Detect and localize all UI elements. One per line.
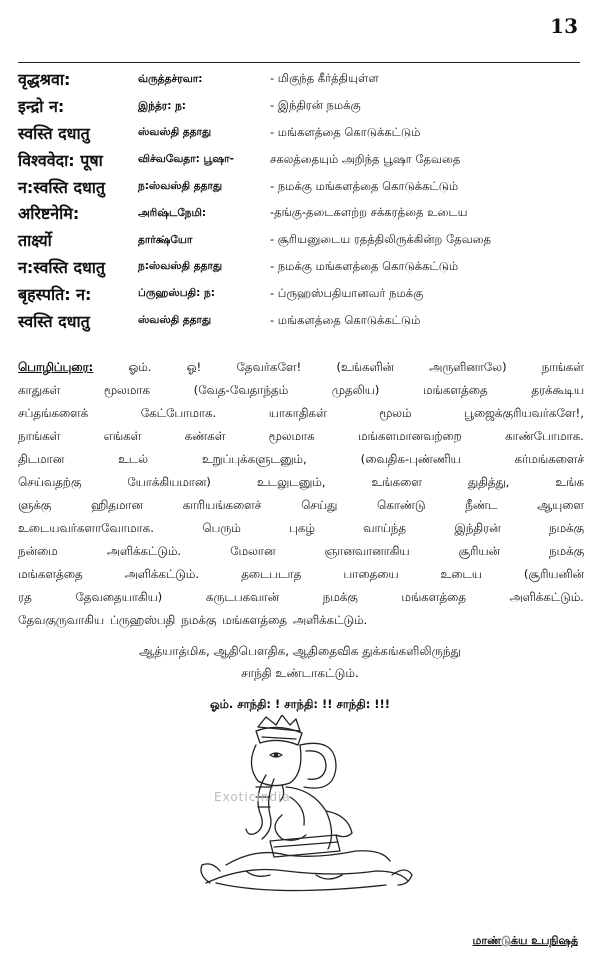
commentary-line: திடமான உடல் உறுப்புக்களுடனும், (வைதிக-புண்ணிய கர்மங்களைச்: [18, 452, 584, 466]
tamil-transliteration: அரிஷ்டநேமி:: [138, 206, 207, 219]
commentary-line: ரத தேவதையாகிய) கருடபகவான் நமக்கு மங்களத்தை அளிக்கட்டும்.: [18, 590, 584, 604]
shanti-chant: ஓம். சாந்தி: ! சாந்தி: !! சாந்தி: !!!: [209, 697, 391, 711]
tamil-transliteration: ப்ருஹஸ்பதி: ந:: [138, 287, 215, 300]
sanskrit-word: न:स्वस्ति दधातु: [18, 177, 106, 197]
commentary-line: தேவகுருவாகிய ப்ருஹஸ்பதி நமக்கு மங்களத்தை அளிக்கட்டும்.: [18, 613, 368, 627]
sanskrit-word: तार्क्ष्यो: [18, 231, 52, 251]
commentary-line: காதுகள் மூலமாக (வேத-வேதாந்தம் முதலிய) மங்களத்தை தரக்கூடிய: [18, 383, 584, 397]
commentary-line: ளுக்கு ஹிதமான காரியங்களைச் செய்து கொண்டு நீண்ட ஆயுளை: [18, 498, 584, 512]
commentary-line: சப்தங்களைக் கேட்போமாக. யாகாதிகள் மூலம் பூஜைக்குரியவர்களே!,: [18, 406, 584, 420]
page-number: 13: [550, 14, 578, 38]
tamil-meaning: - நமக்கு மங்களத்தை கொடுக்கட்டும்: [270, 178, 459, 193]
verse-row: [18, 66, 588, 93]
peace-line-1: ஆத்யாத்மிக, ஆதிபௌதிக, ஆதிதைவிக துக்கங்களிலிருந்து: [139, 644, 461, 658]
sanskrit-word: वृद्धश्रवा:: [18, 70, 71, 90]
verse-row: [18, 173, 588, 200]
tamil-meaning: சகலத்தையும் அறிந்த பூஷா தேவதை: [270, 151, 461, 166]
commentary-line: நாங்கள் எங்கள் கண்கள் மூலமாக மங்களமானவற்றை காண்போமாக.: [18, 429, 584, 443]
tamil-transliteration: ஸ்வஸ்தி ததாது: [138, 314, 212, 327]
peace-line-2: சாந்தி உண்டாகட்டும்.: [241, 666, 359, 680]
watermark-text: ExoticIndia: [214, 790, 291, 804]
verse-table: [18, 66, 588, 334]
peace-invocation: [0, 640, 600, 684]
tamil-transliteration: விச்வவேதா: பூஷா-: [138, 153, 234, 166]
sanskrit-word: न:स्वस्ति दधातु: [18, 257, 106, 277]
verse-row: [18, 93, 588, 120]
verse-row: [18, 200, 588, 227]
commentary-line: பொழிப்புரை: ஓம். ஓ! தேவர்களே! (உங்களின் அருளினாலே) நாங்கள்: [18, 356, 584, 379]
tamil-meaning: - நமக்கு மங்களத்தை கொடுக்கட்டும்: [270, 258, 459, 273]
verse-row: [18, 146, 588, 173]
sanskrit-word: विश्ववेदा: पूषा: [18, 150, 103, 170]
verse-row: [18, 280, 588, 307]
tamil-meaning: - மங்களத்தை கொடுக்கட்டும்: [270, 124, 421, 139]
sanskrit-word: स्वस्ति दधातु: [18, 311, 90, 331]
sanskrit-word: इन्द्रो न:: [18, 97, 65, 117]
sanskrit-word: स्वस्ति दधातु: [18, 123, 90, 143]
commentary-line: நன்மை அளிக்கட்டும். மேலான ஞானவானாகிய சூரியன் நமக்கு: [18, 544, 584, 558]
commentary-line: உடையவர்களாவோமாக. பெரும் புகழ் வாய்ந்த இந்திரன் நமக்கு: [18, 521, 584, 535]
commentary: [18, 356, 584, 632]
sanskrit-word: बृहस्पति: न:: [18, 284, 92, 304]
verse-row: [18, 120, 588, 147]
commentary-heading: பொழிப்புரை:: [18, 360, 94, 374]
ganesha-drawing-icon: [186, 715, 416, 895]
book-title-footer: மாண்டுக்ய உபநிஷத்: [472, 934, 578, 947]
header-divider: [18, 62, 580, 63]
tamil-transliteration: ந:ஸ்வஸ்தி ததாது: [138, 180, 223, 193]
tamil-meaning: - மிகுந்த கீர்த்தியுள்ள: [270, 71, 379, 86]
tamil-transliteration: தார்க்ஷ்யோ: [138, 233, 193, 246]
tamil-transliteration: ஸ்வஸ்தி ததாது: [138, 126, 212, 139]
tamil-meaning: - மங்களத்தை கொடுக்கட்டும்: [270, 312, 421, 327]
tamil-meaning: - சூரியனுடைய ரதத்திலிருக்கின்ற தேவதை: [270, 232, 492, 247]
tamil-meaning: -தங்கு-தடைகளற்ற சக்கரத்தை உடைய: [270, 205, 468, 220]
tamil-transliteration: வ்ருத்தச்ரவா:: [138, 72, 203, 85]
commentary-line: செய்வதற்கு யோக்கியமான) உடலுடனும், உங்களை துதித்து, உங்க: [18, 475, 584, 489]
tamil-transliteration: இந்த்ர: ந:: [138, 99, 187, 112]
tamil-transliteration: ந:ஸ்வஸ்தி ததாது: [138, 260, 223, 273]
tamil-meaning: - ப்ருஹஸ்பதியானவர் நமக்கு: [270, 285, 424, 300]
verse-row: [18, 227, 588, 254]
sanskrit-word: अरिष्टनेमि:: [18, 204, 80, 224]
verse-row: [18, 307, 588, 334]
tamil-meaning: - இந்திரன் நமக்கு: [270, 98, 361, 113]
verse-row: [18, 254, 588, 281]
commentary-line: மங்களத்தை அளிக்கட்டும். தடைபடாத பாதையை உடைய (சூரியனின்: [18, 567, 584, 581]
